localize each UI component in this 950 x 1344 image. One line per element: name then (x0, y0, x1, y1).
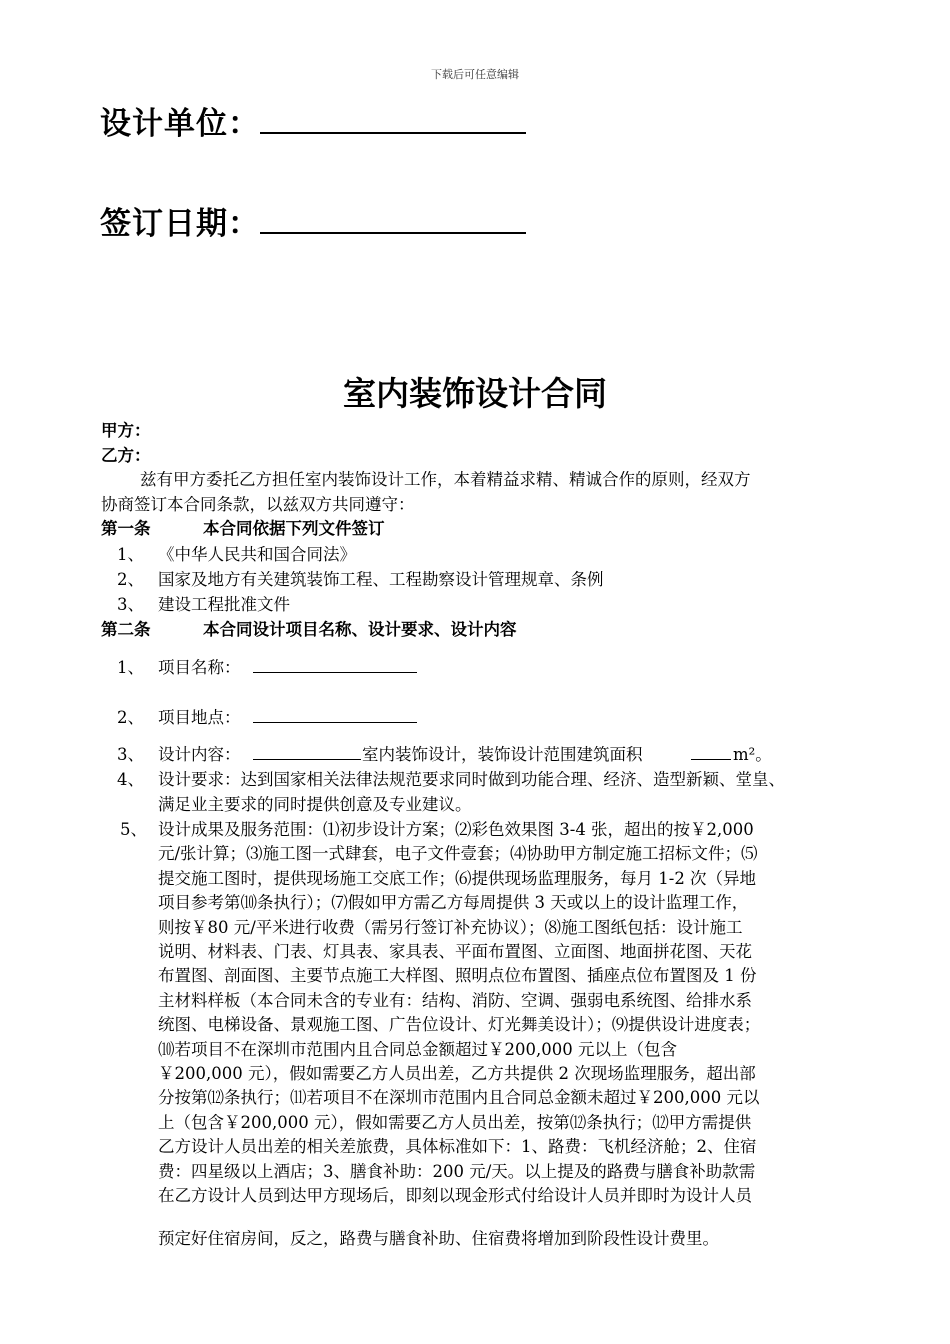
scope-line: 统图、电梯设备、景观施工图、广告位设计、灯光舞美设计）；⑼提供设计进度表； (158, 1015, 761, 1034)
contract-title: 室内装饰设计合同 (343, 374, 607, 413)
design-content-label: 设计内容： (158, 745, 241, 764)
scope-line: 项目参考第⑽条执行）；⑺假如甲方需乙方每周提供 3 天或以上的设计监理工作， (158, 893, 749, 912)
area-unit: m²。 (733, 745, 772, 764)
project-name-blank[interactable] (253, 672, 417, 673)
article-2-item-3-num: 3、 (117, 745, 144, 764)
project-location-label: 项目地点： (158, 708, 241, 727)
scope-line: 元/张计算；⑶施工图一式肆套，电子文件壹套；⑷协助甲方制定施工招标文件；⑸ (158, 844, 758, 863)
intro-line-2: 协商签订本合同条款，以兹双方共同遵守： (101, 495, 415, 514)
article-2-item-4-num: 4、 (117, 770, 144, 789)
scope-line: ￥200,000 元），假如需要乙方人员出差，乙方共提供 2 次现场监理服务，超出部 (158, 1064, 756, 1083)
scope-line: 在乙方设计人员到达甲方现场后，即刻以现金形式付给设计人员并即时为设计人员 (158, 1186, 752, 1205)
scope-line: 说明、材料表、门表、灯具表、家具表、平面布置图、立面图、地面拼花图、天花 (158, 942, 752, 961)
article-2-label: 第二条 (101, 620, 151, 639)
party-a-label: 甲方： (101, 421, 151, 440)
design-requirements-line-1: 设计要求：达到国家相关法律法规范要求同时做到功能合理、经济、造型新颖、堂皇、 (158, 770, 785, 789)
scope-line: 布置图、剖面图、主要节点施工大样图、照明点位布置图、插座点位布置图及 1 份 (158, 966, 757, 985)
article-2-item-1-num: 1、 (117, 658, 144, 677)
design-unit-label: 设计单位： (100, 106, 260, 142)
intro-line-1: 兹有甲方委托乙方担任室内装饰设计工作，本着精益求精、精诚合作的原则，经双方 (140, 470, 751, 489)
article-2-item-5-num: 5、 (120, 820, 147, 839)
scope-line: 提交施工图时，提供现场施工交底工作；⑹提供现场监理服务，每月 1-2 次（异地 (158, 869, 757, 888)
scope-last-line: 预定好住宿房间，反之，路费与膳食补助、住宿费将增加到阶段性设计费里。 (158, 1229, 719, 1248)
scope-line: 上（包含￥200,000 元），假如需要乙方人员出差，按第⑿条执行；⑿甲方需提供 (158, 1113, 752, 1132)
article-1-item-2-num: 2、 (117, 570, 144, 589)
sign-date-label: 签订日期： (100, 206, 260, 242)
scope-line: 设计成果及服务范围：⑴初步设计方案；⑵彩色效果图 3-4 张，超出的按￥2,000 (158, 820, 754, 839)
project-location-blank[interactable] (253, 722, 417, 723)
article-1-item-3-num: 3、 (117, 595, 144, 614)
scope-line: 分按第⑿条执行；⑾若项目不在深圳市范围内且合同总金额未超过￥200,000 元以 (158, 1088, 760, 1107)
design-requirements-line-2: 满足业主要求的同时提供创意及专业建议。 (158, 795, 472, 814)
scope-line: ⑽若项目不在深圳市范围内且合同总金额超过￥200,000 元以上（包含 (158, 1040, 677, 1059)
article-1-item-1-num: 1、 (117, 545, 144, 564)
party-b-label: 乙方： (101, 446, 151, 465)
article-1-heading: 本合同依据下列文件签订 (203, 519, 385, 538)
area-blank[interactable] (691, 759, 731, 760)
article-1-item-3-text: 建设工程批准文件 (158, 595, 290, 614)
design-unit-blank[interactable] (260, 132, 526, 134)
article-2-heading: 本合同设计项目名称、设计要求、设计内容 (203, 620, 517, 639)
scope-line: 则按￥80 元/平米进行收费（需另行签订补充协议）；⑻施工图纸包括：设计施工 (158, 918, 743, 937)
sign-date-blank[interactable] (260, 232, 526, 234)
scope-line: 主材料样板（本合同未含的专业有：结构、消防、空调、强弱电系统图、给排水系 (158, 991, 752, 1010)
article-1-item-2-text: 国家及地方有关建筑装饰工程、工程勘察设计管理规章、条例 (158, 570, 604, 589)
design-content-blank[interactable] (253, 759, 361, 760)
design-content-mid: 室内装饰设计，装饰设计范围建筑面积 (362, 745, 643, 764)
article-1-item-1-text: 《中华人民共和国合同法》 (158, 545, 356, 564)
article-2-item-2-num: 2、 (117, 708, 144, 727)
project-name-label: 项目名称： (158, 658, 241, 677)
scope-line: 费：四星级以上酒店；3、膳食补助：200 元/天。以上提及的路费与膳食补助款需 (158, 1162, 756, 1181)
header-note: 下载后可任意编辑 (431, 68, 519, 81)
article-1-label: 第一条 (101, 519, 151, 538)
scope-line: 乙方设计人员出差的相关差旅费，具体标准如下：1、路费：飞机经济舱；2、住宿 (158, 1137, 757, 1156)
